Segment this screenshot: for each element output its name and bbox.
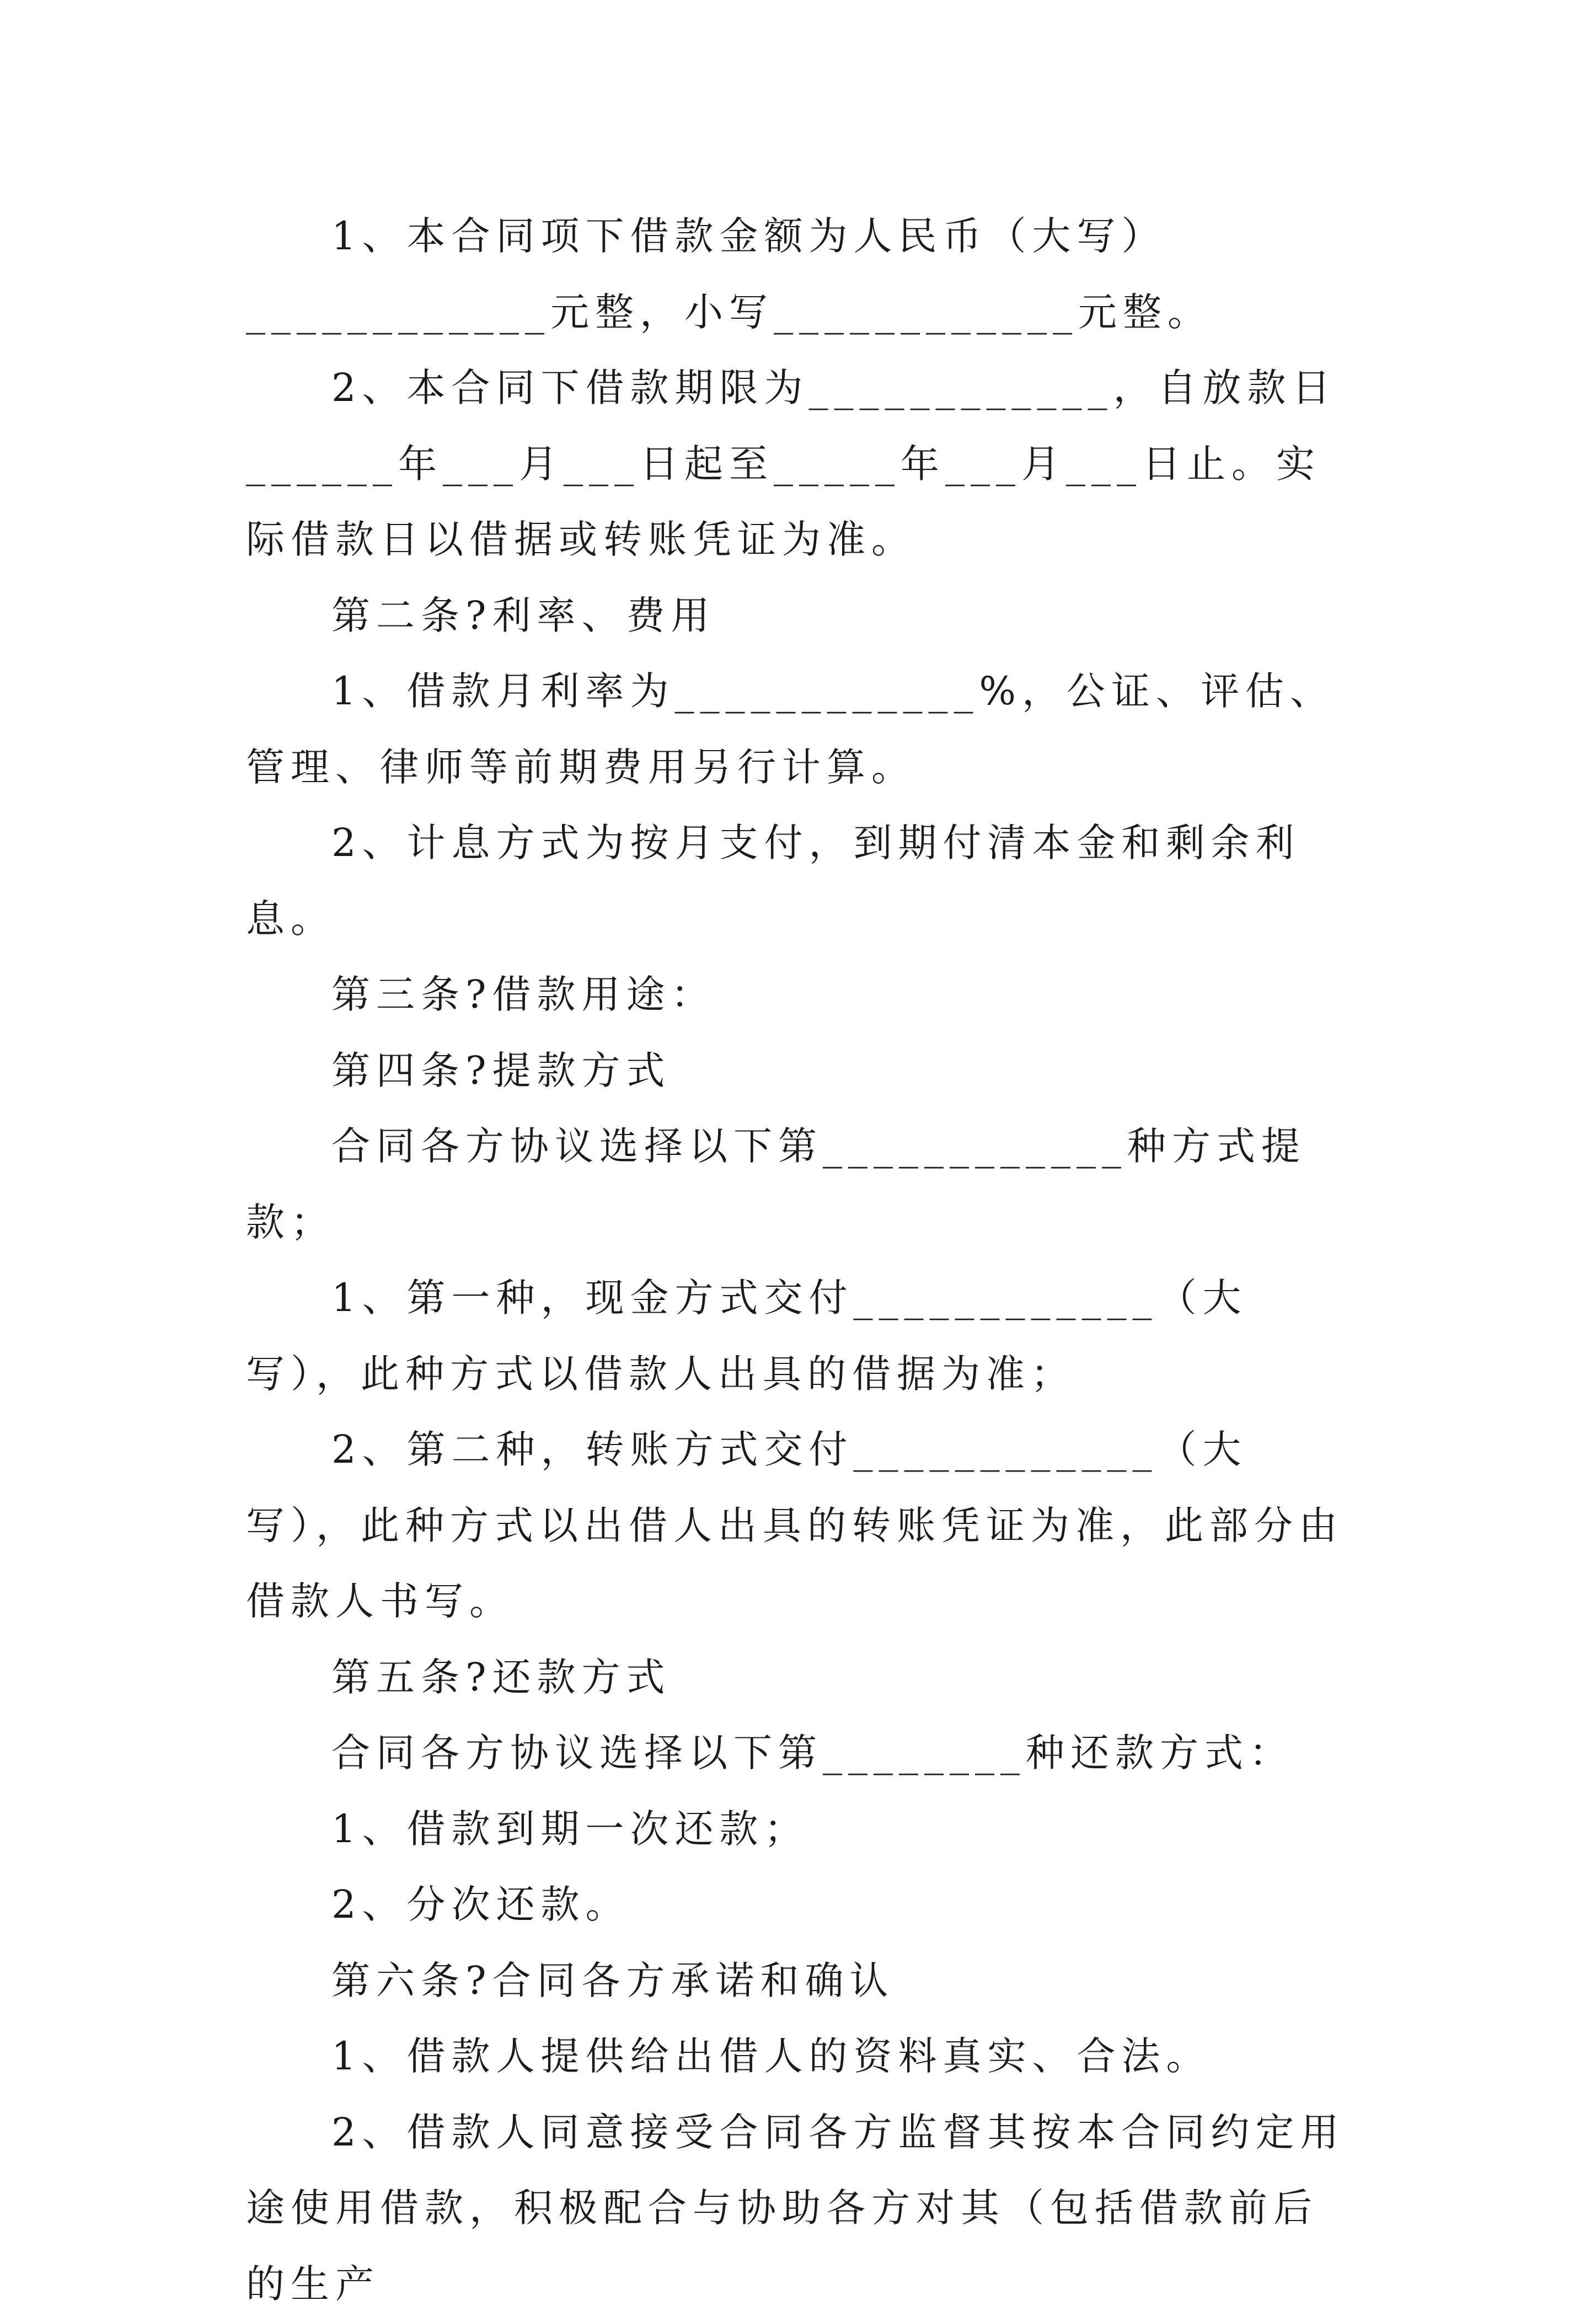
clause-interest-rate: 1、借款月利率为____________%，公证、评估、管理、律师等前期费用另行计算。 — [246, 654, 1360, 805]
clause-repayment-lump-sum: 1、借款到期一次还款； — [246, 1791, 1360, 1868]
article-6-heading: 第六条?合同各方承诺和确认 — [246, 1943, 1360, 2019]
clause-withdrawal-transfer: 2、第二种，转账方式交付____________（大写），此种方式以出借人出具的转账凭证为准，此部分由借款人书写。 — [246, 1412, 1360, 1640]
document-body — [246, 199, 1360, 2322]
clause-withdrawal-cash: 1、第一种，现金方式交付____________（大写），此种方式以借款人出具的借据为准； — [246, 1260, 1360, 1412]
article-4-heading: 第四条?提款方式 — [246, 1033, 1360, 1109]
clause-repayment-installments: 2、分次还款。 — [246, 1867, 1360, 1943]
clause-withdrawal-choice: 合同各方协议选择以下第____________种方式提款； — [246, 1109, 1360, 1260]
clause-loan-term: 2、本合同下借款期限为____________，自放款日______年___月___日起至_____年___月___日止。实际借款日以借据或转账凭证为准。 — [246, 350, 1360, 578]
clause-interest-method: 2、计息方式为按月支付，到期付清本金和剩余利息。 — [246, 805, 1360, 957]
clause-loan-amount: 1、本合同项下借款金额为人民币（大写）____________元整，小写____________元整。 — [246, 199, 1360, 350]
article-3-heading: 第三条?借款用途： — [246, 957, 1360, 1033]
clause-repayment-choice: 合同各方协议选择以下第________种还款方式： — [246, 1715, 1360, 1791]
article-5-heading: 第五条?还款方式 — [246, 1640, 1360, 1716]
clause-materials-true: 1、借款人提供给出借人的资料真实、合法。 — [246, 2019, 1360, 2095]
clause-supervision: 2、借款人同意接受合同各方监督其按本合同约定用途使用借款，积极配合与协助各方对其（包括借款前后的生产 — [246, 2095, 1360, 2322]
article-2-heading: 第二条?利率、费用 — [246, 578, 1360, 654]
